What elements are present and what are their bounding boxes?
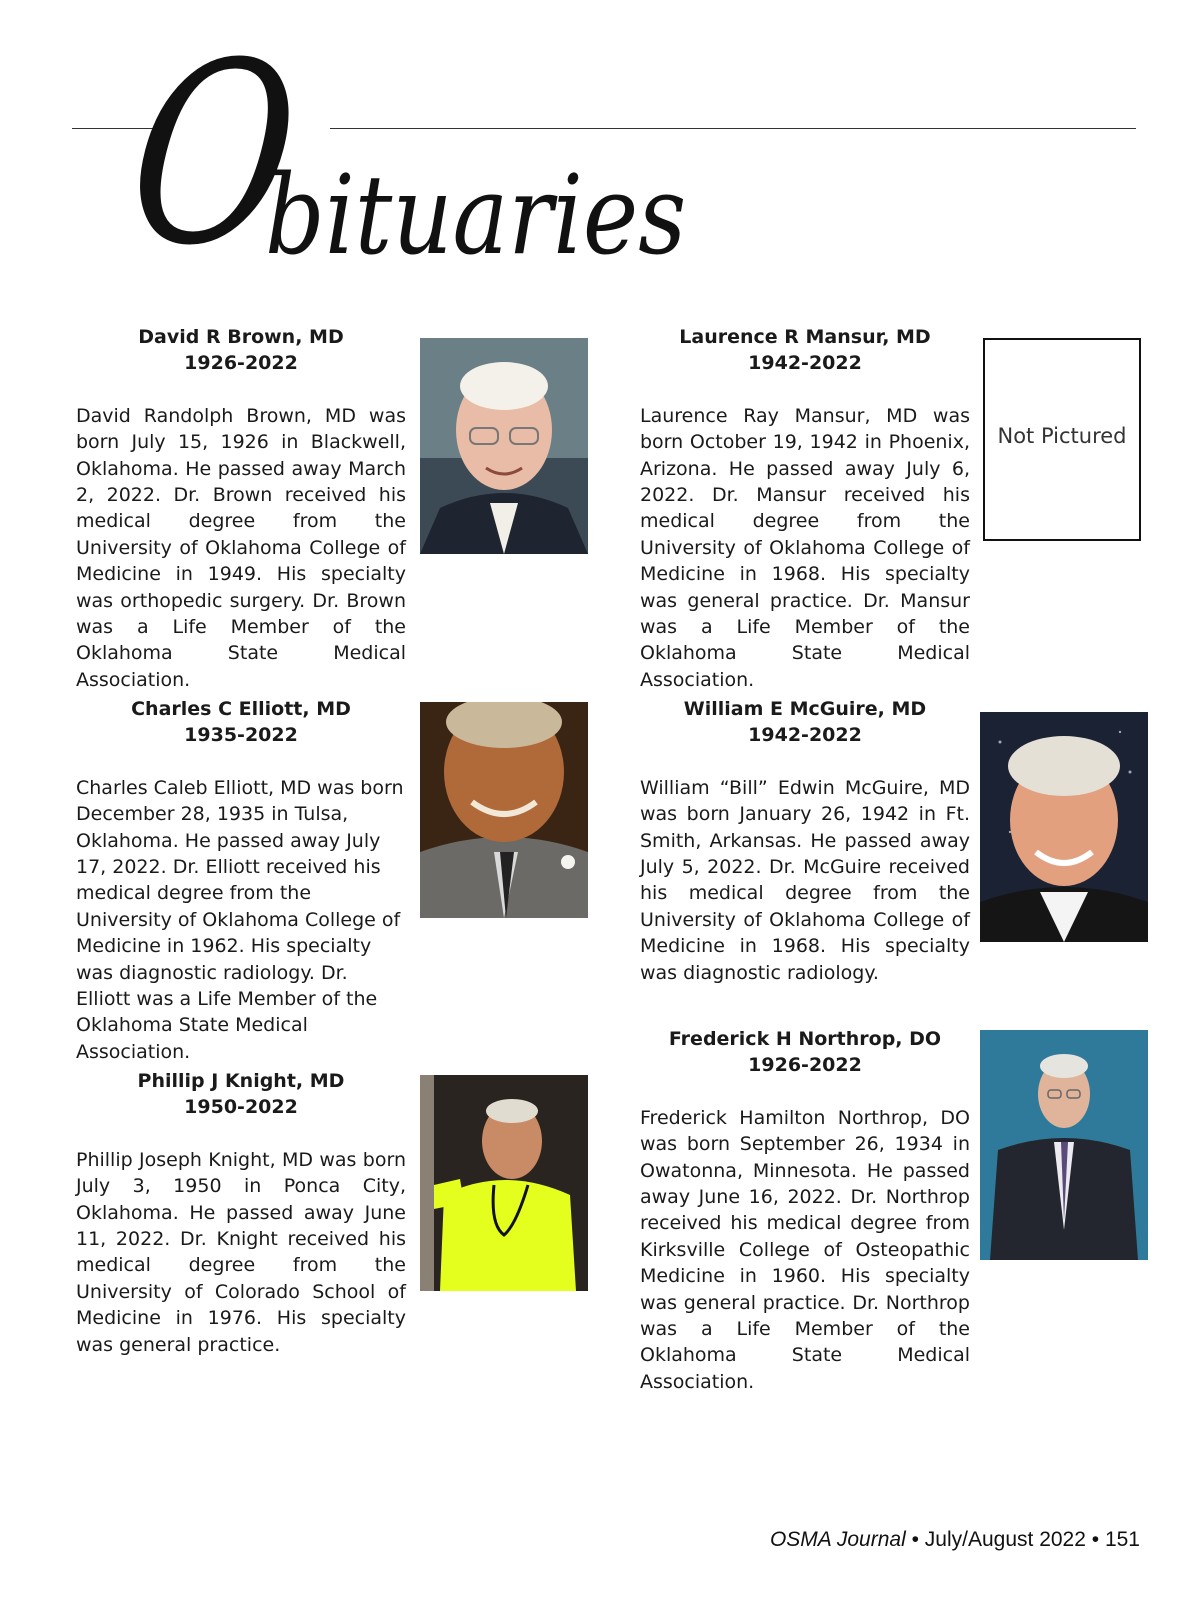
obituary-name: Phillip J Knight, MD bbox=[137, 1070, 345, 1092]
portrait-photo-mcguire bbox=[980, 712, 1148, 942]
portrait-photo-brown bbox=[420, 338, 588, 554]
obituary-bio: Charles Caleb Elliott, MD was born December 28, 1935 in Tulsa, Oklahoma. He passed away July 17, 2022. Dr. Elliott received his medical degree from the University of Oklahoma College of Medicine in 1962. His specialty was diagnostic radiology. Dr. Elliott was a Life Member of the Oklahoma State Medical Association. bbox=[76, 776, 404, 1063]
page-title-rest: bituaries bbox=[264, 151, 687, 279]
obituary-laurence-mansur bbox=[640, 324, 970, 693]
obituary-david-brown bbox=[76, 324, 406, 693]
footer-separator: • bbox=[1091, 1528, 1100, 1551]
obituary-years: 1950-2022 bbox=[184, 1096, 298, 1119]
obituary-bio: William “Bill” Edwin McGuire, MD was born January 26, 1942 in Ft. Smith, Arkansas. He passed away July 5, 2022. Dr. McGuire received his medical degree from the University of Oklahoma College of Medicine in 1968. His specialty was diagnostic radiology. bbox=[640, 776, 970, 984]
obituary-years: 1942-2022 bbox=[748, 724, 862, 747]
obituary-bio: Frederick Hamilton Northrop, DO was born September 26, 1934 in Owatonna, Minnesota. He passed away June 16, 2022. Dr. Northrop received his medical degree from Kirksville College of Osteopathic Medicine in 1960. His specialty was general practice. Dr. Northrop was a Life Member of the Oklahoma State Medical Association. bbox=[640, 1106, 970, 1393]
not-pictured-box: Not Pictured bbox=[983, 338, 1141, 541]
obituary-name: Frederick H Northrop, DO bbox=[668, 1028, 942, 1050]
portrait-photo-elliott bbox=[420, 702, 588, 918]
footer-issue: July/August 2022 bbox=[924, 1528, 1086, 1551]
obituary-years: 1926-2022 bbox=[748, 1054, 862, 1077]
portrait-photo-knight bbox=[420, 1075, 588, 1291]
footer-separator: • bbox=[911, 1528, 919, 1551]
page-title-initial: O bbox=[117, 9, 279, 300]
obituary-frederick-northrop bbox=[640, 1026, 970, 1395]
obituary-name: William E McGuire, MD bbox=[683, 698, 927, 720]
obituary-years: 1935-2022 bbox=[184, 724, 298, 747]
obituary-bio: Phillip Joseph Knight, MD was born July 3, 1950 in Ponca City, Oklahoma. He passed away June 11, 2022. Dr. Knight received his medical degree from the University of Colorado School of Medicine in 1976. His specialty was general practice. bbox=[76, 1148, 406, 1356]
footer-journal: OSMA Journal bbox=[769, 1528, 906, 1551]
page-footer bbox=[770, 1528, 1140, 1552]
portrait-photo-northrop bbox=[980, 1030, 1148, 1260]
obituary-bio: Laurence Ray Mansur, MD was born October 19, 1942 in Phoenix, Arizona. He passed away July 6, 2022. Dr. Mansur received his medical degree from the University of Oklahoma College of Medicine in 1968. His specialty was general practice. Dr. Mansur was a Life Member of the Oklahoma State Medical Association. bbox=[640, 404, 970, 691]
obituary-charles-elliott bbox=[76, 696, 406, 1065]
footer-page-number: 151 bbox=[1104, 1528, 1140, 1551]
obituary-name: Charles C Elliott, MD bbox=[131, 698, 351, 720]
obituary-name: Laurence R Mansur, MD bbox=[679, 326, 931, 348]
obituary-phillip-knight bbox=[76, 1068, 406, 1358]
obituary-years: 1942-2022 bbox=[748, 352, 862, 375]
obituary-william-mcguire bbox=[640, 696, 970, 986]
obituary-years: 1926-2022 bbox=[184, 352, 298, 375]
obituary-name: David R Brown, MD bbox=[138, 326, 344, 348]
page-title bbox=[117, 9, 761, 300]
obituary-bio: David Randolph Brown, MD was born July 15, 1926 in Blackwell, Oklahoma. He passed away March 2, 2022. Dr. Brown received his medical degree from the University of Oklahoma College of Medicine in 1949. His specialty was orthopedic surgery. Dr. Brown was a Life Member of the Oklahoma State Medical Association. bbox=[76, 404, 406, 691]
